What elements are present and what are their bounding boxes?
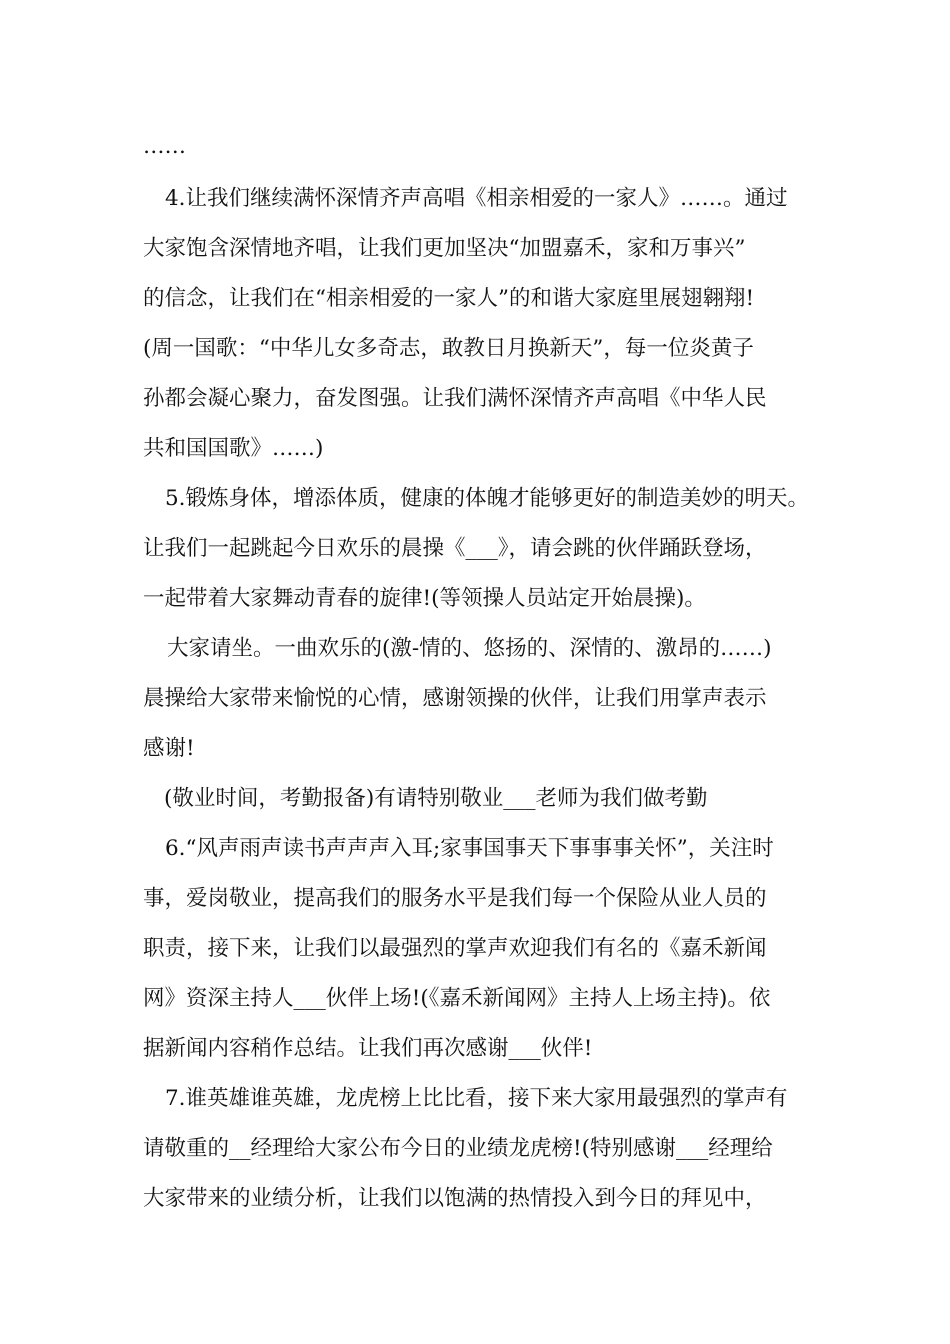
paragraph-7-line-1: 7.谁英雄谁英雄，龙虎榜上比比看，接下来大家用最强烈的掌声有 xyxy=(165,1086,788,1111)
paragraph-5-line-3: 一起带着大家舞动青春的旋律!(等领操人员站定开始晨操)。 xyxy=(143,586,706,611)
paragraph-6-line-1: 6.“风声雨声读书声声声入耳;家事国事天下事事事关怀”，关注时 xyxy=(165,836,774,861)
paragraph-sit-line-2: 晨操给大家带来愉悦的心情，感谢领操的伙伴，让我们用掌声表示 xyxy=(143,686,767,711)
paragraph-attendance-line: (敬业时间，考勤报备)有请特别敬业___老师为我们做考勤 xyxy=(164,786,708,811)
paragraph-5-line-1: 5.锻炼身体，增添体质，健康的体魄才能够更好的制造美妙的明天。 xyxy=(165,486,810,511)
paragraph-sit-line-1: 大家请坐。一曲欢乐的(激-情的、悠扬的、深情的、激昂的……) xyxy=(167,636,772,661)
paragraph-7-line-2: 请敬重的__经理给大家公布今日的业绩龙虎榜!(特别感谢___经理给 xyxy=(143,1136,773,1161)
paragraph-4-line-4: (周一国歌：“中华儿女多奇志，敢教日月换新天”，每一位炎黄子 xyxy=(143,336,754,361)
paragraph-5-line-2: 让我们一起跳起今日欢乐的晨操《___》，请会跳的伙伴踊跃登场， xyxy=(143,536,767,561)
paragraph-sit-line-3: 感谢! xyxy=(143,736,195,761)
paragraph-4-line-2: 大家饱含深情地齐唱，让我们更加坚决“加盟嘉禾，家和万事兴” xyxy=(143,236,746,261)
paragraph-6-line-3: 职责，接下来，让我们以最强烈的掌声欢迎我们有名的《嘉禾新闻 xyxy=(143,936,767,961)
paragraph-6-line-5: 据新闻内容稍作总结。让我们再次感谢___伙伴! xyxy=(143,1036,593,1061)
paragraph-6-line-4: 网》资深主持人___伙伴上场!(《嘉禾新闻网》主持人上场主持)。依 xyxy=(143,986,771,1011)
paragraph-7-line-3: 大家带来的业绩分析，让我们以饱满的热情投入到今日的拜见中， xyxy=(143,1186,767,1211)
text-line-ellipsis: …… xyxy=(143,134,186,159)
paragraph-4-line-3: 的信念，让我们在“相亲相爱的一家人”的和谐大家庭里展翅翱翔! xyxy=(143,286,755,311)
paragraph-4-line-6: 共和国国歌》……) xyxy=(143,436,324,461)
paragraph-6-line-2: 事，爱岗敬业，提高我们的服务水平是我们每一个保险从业人员的 xyxy=(143,886,767,911)
paragraph-4-line-1: 4.让我们继续满怀深情齐声高唱《相亲相爱的一家人》……。通过 xyxy=(165,186,788,211)
paragraph-4-line-5: 孙都会凝心聚力，奋发图强。让我们满怀深情齐声高唱《中华人民 xyxy=(143,386,767,411)
